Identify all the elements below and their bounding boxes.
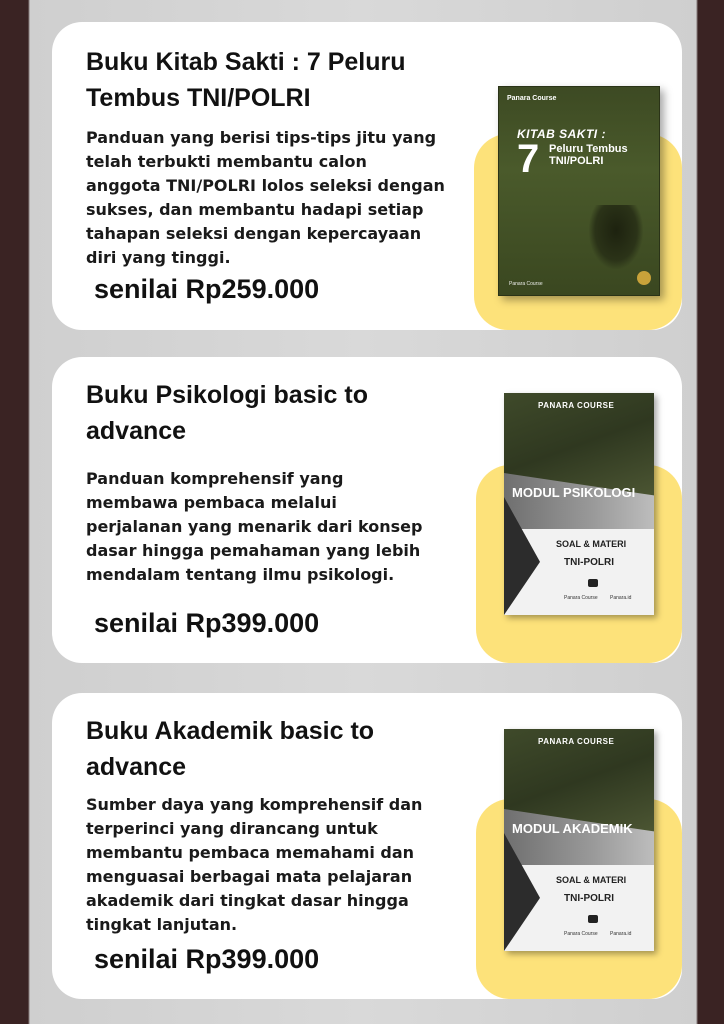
- badge-icon: [637, 271, 651, 285]
- cover-modul-title: MODUL AKADEMIK: [512, 821, 633, 836]
- youtube-icon: [588, 915, 598, 923]
- cover-footer-left: Panara Course: [564, 595, 598, 601]
- product-title: Buku Psikologi basic to advance: [86, 381, 368, 445]
- product-card-kitab-sakti[interactable]: [52, 22, 682, 330]
- cover-brand: PANARA COURSE: [538, 737, 615, 746]
- cover-footer: Panara Course: [509, 281, 543, 287]
- product-description: Panduan yang berisi tips-tips jitu yang telah terbukti membantu calon anggota TNI/POLRI lolos seleksi dengan sukses, dan membantu hadapi setiap tahapan seleksi dengan kepercayaan diri yang tinggi.: [86, 128, 445, 267]
- cover-modul-title: MODUL PSIKOLOGI: [512, 485, 636, 500]
- cover-footer-right: Panara.id: [610, 931, 632, 937]
- cover-footer-left: Panara Course: [564, 931, 598, 937]
- cover-soal: SOAL & MATERI: [556, 875, 627, 885]
- product-price: senilai Rp259.000: [94, 274, 320, 304]
- product-description: Panduan komprehensif yang membawa pembaca melalui perjalanan yang menarik dari konsep dasar hingga pemahaman yang lebih mendalam tentang ilmu psikologi.: [86, 469, 423, 584]
- product-title: Buku Akademik basic to advance: [86, 717, 375, 781]
- product-price: senilai Rp399.000: [94, 608, 320, 638]
- soldier-illustration: [589, 205, 643, 269]
- cover-footer-right: Panara.id: [610, 595, 632, 601]
- product-description: Sumber daya yang komprehensif dan terperinci yang dirancang untuk membantu pembaca memahami dan menguasai berbagai mata pelajaran akademik dari tingkat dasar hingga tingkat lanjutan.: [86, 795, 423, 934]
- cover-brand: PANARA COURSE: [538, 401, 615, 410]
- cover-title-line1: KITAB SAKTI :: [517, 127, 606, 141]
- cover-soal: SOAL & MATERI: [556, 539, 627, 549]
- product-card-psikologi[interactable]: [52, 357, 682, 663]
- cover-tni: TNI-POLRI: [564, 893, 614, 904]
- youtube-icon: [588, 579, 598, 587]
- cover-brand: Panara Course: [507, 95, 557, 102]
- cover-tni: TNI-POLRI: [564, 557, 614, 568]
- book-cover-image[interactable]: [498, 86, 660, 296]
- book-cover-image[interactable]: [504, 393, 654, 615]
- product-title: Buku Kitab Sakti : 7 Peluru Tembus TNI/POLRI: [86, 48, 406, 112]
- cover-number: 7: [517, 137, 540, 181]
- product-price: senilai Rp399.000: [94, 944, 320, 974]
- cover-title-line2: Peluru Tembus TNI/POLRI: [549, 143, 628, 167]
- book-cover-image[interactable]: [504, 729, 654, 951]
- product-card-akademik[interactable]: [52, 693, 682, 999]
